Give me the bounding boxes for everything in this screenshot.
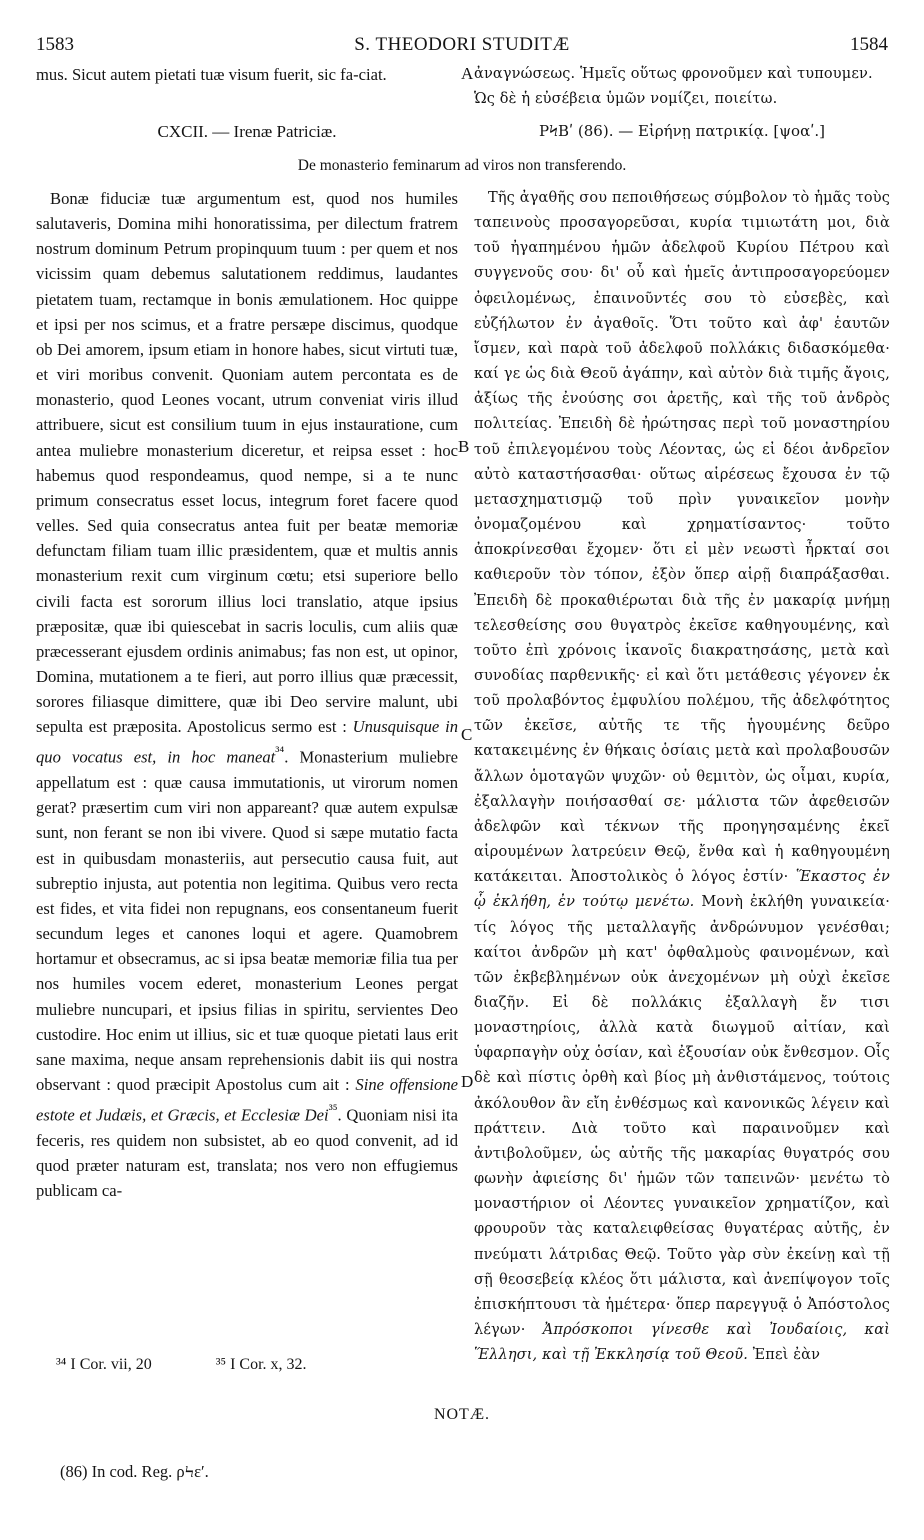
latin-column <box>36 186 458 1203</box>
greek-column <box>474 186 890 1368</box>
greek-carryover-line-2: Ὡς δὲ ἡ εὐσέβεια ὑμῶν νομίζει, ποιείτω. <box>474 91 778 108</box>
greek-text-3: Ἐπεὶ ἐὰν <box>747 1347 821 1364</box>
greek-carryover-line-1: ἀναγνώσεως. Ἡμεῖς οὕτως φρονοῦμεν καὶ τυπουμεν. <box>474 66 873 82</box>
letter-title-greek: ΡϞΒʹ (86). — Εἰρήνῃ πατρικίᾳ. [ψοαʹ.] <box>539 122 825 140</box>
letter-subtitle: De monasterio feminarum ad viros non transferendo. <box>297 157 627 174</box>
greek-text-2: Μονὴ ἐκλήθη γυναικεία· τίς λόγος τῆς μεταλλαγῆς ἀνδρώνυμον γενέσθαι; καίτοι ἀνδρῶν μὴ κατ' ὀφθαλμοὺς φαινομένων, καὶ τῶν ἐκβεβλημένων οὐκ ἀνεχομένων μὴ οὐχὶ ἐκεῖσε διαζῆν. Εἰ δὲ πολλάκις ἐξαλλαγὴ ἔν τισι μοναστηρίοις, ἀλλὰ κατὰ διωγμοῦ αἰτίαν, καὶ ὑφαρπαγὴν οὐχ ὁσίαν, καὶ ἐξουσίαν οὐκ ἔνθεσμον. Οἷς δὲ καὶ πίστις ὀρθὴ καὶ βίος μὴ ἀνθιστάμενος, τούτοις ἀκόλουθον ἂν εἴη ἐνθέσμως καὶ κανονικῶς λέγειν καὶ πράττειν. Διὰ τοῦτο καὶ παραινοῦμεν καὶ ἀντιβολοῦμεν, ὡς αὐτῆς τῆς μακαρίας θυγατρός σου φωνὴν ἀφιείσης δι' ἡμῶν τῶν ταπεινῶν· μενέτω τὸ μοναστήριον οἱ Λέοντες γυναικεῖον χρηματίζον, καὶ φρουροῦν τὰς καταλειφθείσας θυγατέρας αὐτῆς, ἐν πνεύματι λάτριδας Θεῷ. Τοῦτο γὰρ σὺν ἐκείνῃ καὶ τῇ σῇ θεοσεβείᾳ κλέος ὅτι μάλιστα, καὶ ἀνεπίψογον τοῖς ἐπισκήπτουσι τὰ ἡμέτερα· ὅπερ παρεγγυᾷ ὁ Ἀπόστολος λέγων· <box>474 894 890 1339</box>
latin-body <box>36 186 458 1203</box>
page-number-left: 1583 <box>36 34 74 55</box>
latin-text-1: Bonæ fiduciæ tuæ argumentum est, quod nos humiles salutaveris, Domina mihi honoratissima, per dilectum fratrem nostrum dominum Petrum propinquum tuum : per quem et nos vicissim quam debemus salutationem reddimus, laudantes pietatem tuam, rectamque in bonis æmulationem. Hoc quippe et ipsi per nos scimus, et a fratre persæpe discimus, quodque ob Dei amorem, ipsum etiam in honore habes, sicut virtuti tuæ, et viri moribus convenit. Quoniam autem percontata es de monasterio, quod Leones vocant, utrum conveniat viris illud attribuere, sicut est consilium tuum in ejus instauratione, cum antea muliebre monasterium diceretur, et reipsa esset : hoc habemus quod respondeamus, quod nempe, si a te nunc primum consecratus esset locus, integrum foret facere quod velles. Sed quia consecratus antea fuit per beatæ memoriæ defunctam filiam tuam illic præsidentem, quæ et multis annis monasterium rexit cum virginum cœtu; etsi superiore bello civili facta est sororum illius loci translatio, atque ipsius præpositæ, quæ ibi quiescebat in sacris loculis, cum aliis quæ præcesserant ejusdem ordinis animabus; fas non est, ut opinor, Domina, mutationem a te fieri, aut porro illius quæ præcessit, sorores filiasque dimittere, quæ ibi Deo servire malunt, ubi sepulta est præposita. Apostolicus sermo est : <box>36 189 458 737</box>
running-title: S. THEODORI STUDITÆ <box>354 34 570 55</box>
letter-title-latin: CXCII. — Irenæ Patriciæ. <box>157 122 337 141</box>
notae-heading: NOTÆ. <box>433 1406 491 1423</box>
note-86: (86) In cod. Reg. ρϞεʹ. <box>60 1462 209 1481</box>
latin-carryover-text: mus. Sicut autem pietati tuæ visum fuerit, sic fa-ciat. <box>36 65 387 84</box>
footnote-35: ³⁵ I Cor. x, 32. <box>215 1356 307 1373</box>
latin-text-2: . Monasterium muliebre appellatum est : quæ causa immutationis, ut virorum nomen gerat? præsertim cum viri non appareant? quæ autem expulsæ sunt, non ferant se non ibi vivere. Quod si sæpe mutatio facta est in quibusdam monasteriis, aut persecutio causa fuit, aut subreptio injusta, aut potentia non legitima. Quibus vero recta est fides, et vita fidei non repugnans, eos consentaneum fuerit secundum leges et canones loqui et agere. Quamobrem hortamur et obsecramus, ac si ipsa beatæ memoriæ filia tua per nos humiles vocem ederet, monasterium Leones pergat muliebre nuncupari, et ipsius filias in spiritu, servientes Deo custodire. Hoc enim ut illius, sic et tuæ quoque pietati laus erit sane maxima, neque ansam reprehensionis dabit iis qui nostra observant : quod præcipit Apostolus cum ait : <box>36 747 458 1094</box>
margin-letter-d: D <box>461 1072 474 1091</box>
page-number-right: 1584 <box>850 34 888 55</box>
greek-carryover <box>474 62 890 112</box>
margin-letter-b: B <box>458 437 470 456</box>
margin-letter-a: A <box>461 64 474 83</box>
latin-quote-1: Unusquisque in quo vocatus est, in hoc maneat <box>36 717 458 767</box>
latin-text-3: . Quoniam nisi ita feceris, res quidem non subsistet, ab eo quod convenit, ad id quod præter naturam est, translata; nos vero non effugiemus publicam ca- <box>36 1105 458 1201</box>
footnote-ref-34: ³⁴ <box>275 744 285 760</box>
footnote-34: ³⁴ I Cor. vii, 20 <box>56 1356 152 1373</box>
footnotes <box>56 1356 367 1374</box>
footnote-ref-35: ³⁵ <box>328 1102 338 1118</box>
latin-quote-2: Sine offensione estote et Judæis, et Græcis, et Ecclesiæ Dei <box>36 1075 458 1125</box>
greek-quote-1: Ἕκαστος ἐν ᾧ ἐκλήθη, ἐν τούτῳ μενέτω. <box>474 869 890 911</box>
greek-quote-2: Ἀπρόσκοποι γίνεσθε καὶ Ἰουδαίοις, καὶ Ἕλλησι, καὶ τῇ Ἐκκλησίᾳ τοῦ Θεοῦ. <box>474 1322 890 1364</box>
running-header <box>36 34 888 60</box>
latin-carryover <box>36 62 458 87</box>
margin-letter-c: C <box>461 725 473 744</box>
greek-body <box>474 186 890 1368</box>
greek-text-1: Τῆς ἀγαθῆς σου πεποιθήσεως σύμβολον τὸ ἡμᾶς τοὺς ταπεινοὺς προσαγορεῦσαι, κυρία τιμιωτάτη μοι, διὰ τοῦ ἠγαπημένου ἡμῶν ἀδελφοῦ Κυρίου Πέτρου καὶ συγγενοῦς σου· δι' οὗ καὶ ἡμεῖς ἀντιπροσαγορεύομεν ὀφειλομένως, ἐπαινοῦντές σου τὸ εὐσεβὲς, καὶ εὐζήλωτον ἐν ἀγαθοῖς. Ὅτι τοῦτο καὶ ἀφ' ἑαυτῶν ἴσμεν, καὶ παρὰ τοῦ ἀδελφοῦ πολλάκις διδασκόμεθα· καί γε ὡς διὰ Θεοῦ ἀγάπην, καὶ αὐτὸν διὰ τιμῆς ἄγοις, ἀξίως τῆς ἐνούσης σοι ἀρετῆς, καὶ τῆς τοῦ ἀνδρὸς πολιτείας. Ἐπειδὴ δὲ ἠρώτησας περὶ τοῦ μοναστηρίου τοῦ ἐπιλεγομένου τοὺς Λέοντας, ὡς εἰ δέοι ἀνδρεῖον αὐτὸ καταστήσασθαι· οὕτως αἱρέσεως ἔχουσα ἐν τῷ μετασχηματισμῷ τοῦ πρὶν γυναικεῖον μονὴν ὀνομαζομένου καὶ χρηματίσαντος· τοῦτο ἀποκρίνεσθαι ἔχομεν· ὅτι εἰ μὲν νεωστὶ ἦρκταί σοι καθιεροῦν τὸν τόπον, ἐξὸν ὅπερ αἱρῇ διαπράξασθαι. Ἐπειδὴ δὲ προκαθιέρωται διὰ τῆς ἐν μακαρίᾳ μνήμῃ τελεσθείσης σου θυγατρὸς ἐκεῖσε καθηγουμένης, καὶ τοῦτο ἐπὶ χρόνοις ἱκανοῖς διακρατησάσης, μετὰ καὶ συνοδίας παρθενικῆς· εἰ καὶ ὅτι μετάθεσις γέγονεν ἐκ τοῦ προλαβόντος ἐμφυλίου πολέμου, τῆς ἀδελφότητος τῶν ἐκεῖσε, αὐτῆς τε τῆς ἡγουμένης δεῦρο κατακειμένης ἐν θήκαις ὁσίαις μετὰ καὶ προλαβουσῶν ἄλλων ὁμοταγῶν ψυχῶν· οὐ θεμιτὸν, ὡς οἶμαι, κυρία, ἐξαλλαγὴν ποιήσασθαί σε· μάλιστα τῶν ἀφεθεισῶν ἀδελφῶν καὶ τέκνων τῆς προηγησαμένης ἐκεῖ αἱρουμένων λατρεύειν Θεῷ, ἔνθα καὶ ἡ καθηγουμένη κατάκειται. Ἀποστολικὸς ὁ λόγος ἐστίν· <box>474 190 890 886</box>
